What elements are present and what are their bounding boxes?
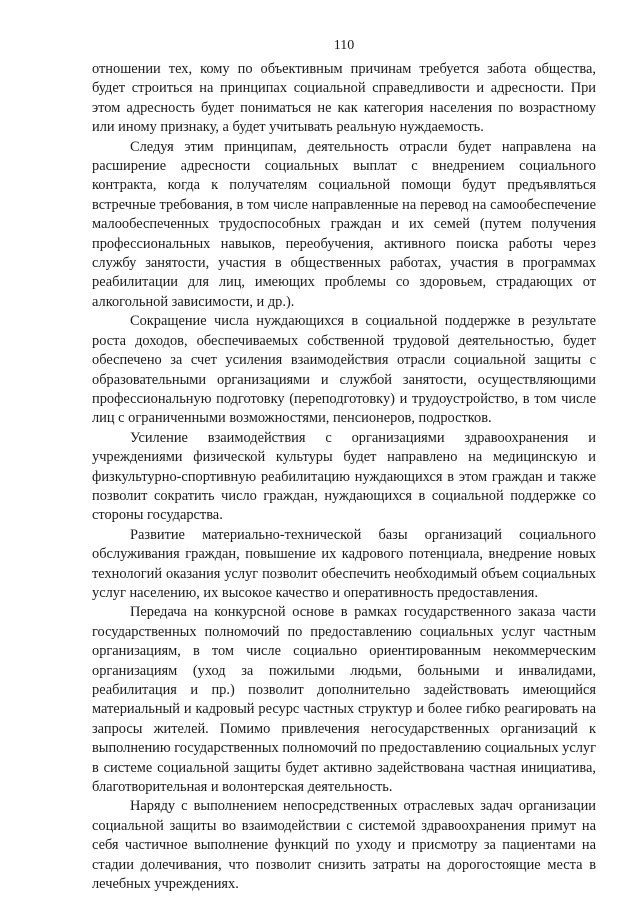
- paragraph-state-order: Передача на конкурсной основе в рамках государственного заказа части государственных полномочий по предоставлению социальных услуг частным организациям, в том числе социально ориентированным некоммерческим организациям (уход за пожилыми людьми, больными и инвалидами, реабилитация и пр.) позволит дополнительно задействовать имеющийся материальный и кадровый ресурс частных структур и более гибко реагировать на запросы жителей. Помимо привлечения негосударственных организаций к выполнению государственных полномочий по предоставлению социальных услуг в системе социальной защиты будет активно задействована частная инициатива, благотворительная и волонтерская деятельность.: [92, 604, 596, 796]
- paragraph-reduction: Сокращение числа нуждающихся в социальной поддержке в результате роста доходов, обеспечиваемых собственной трудовой деятельностью, будет обеспечено за счет усиления взаимодействия отрасли социальной защиты с образовательными организациями и службой занятости, осуществляющими профессиональную подготовку (переподготовку) и трудоустройство, в том числе лиц с ограниченными возможностями, пенсионеров, подростков.: [92, 313, 596, 427]
- paragraph-infrastructure: Развитие материально-технической базы организаций социального обслуживания граждан, повышение их кадрового потенциала, внедрение новых технологий оказания услуг позволит обеспечить необходимый объем социальных услуг населению, их высокое качество и оперативность предоставления.: [92, 526, 596, 601]
- paragraph-continuation: отношении тех, кому по объективным причинам требуется забота общества, будет строиться на принципах социальной справедливости и адресности. При этом адресность будет пониматься не как категория населения по возрастному или иному признаку, а будет учитывать реальную нуждаемость.: [92, 61, 596, 136]
- paragraph-healthcare: Усиление взаимодействия с организациями здравоохранения и учреждениями физической культуры будет направлено на медицинскую и физкультурно-спортивную реабилитацию нуждающихся в этом граждан и также позволит сократить число граждан, нуждающихся в социальной поддержке со стороны государства.: [92, 429, 596, 524]
- page-number: 110: [333, 38, 355, 53]
- paragraph-principles: Следуя этим принципам, деятельность отрасли будет направлена на расширение адресности социальных выплат с внедрением социального контракта, когда к получателям социальной помощи будут предъявляться встречные требования, в том числе направленные на перевод на самообеспечение малообеспеченных трудоспособных граждан и их семей (путем получения профессиональных навыков, переобучения, активного поиска работы через службу занятости, участия в общественных работах, участия в программах реабилитации для лиц, имеющих проблемы со здоровьем, страдающих от алкогольной зависимости, и др.).: [92, 138, 596, 310]
- paragraph-cooperation: Наряду с выполнением непосредственных отраслевых задач организации социальной защиты во взаимодействии с системой здравоохранения примут на себя частичное выполнение функций по уходу и присмотру за пациентами на стадии долечивания, что позволит снизить затраты на дорогостоящие места в лечебных учреждениях.: [92, 798, 596, 893]
